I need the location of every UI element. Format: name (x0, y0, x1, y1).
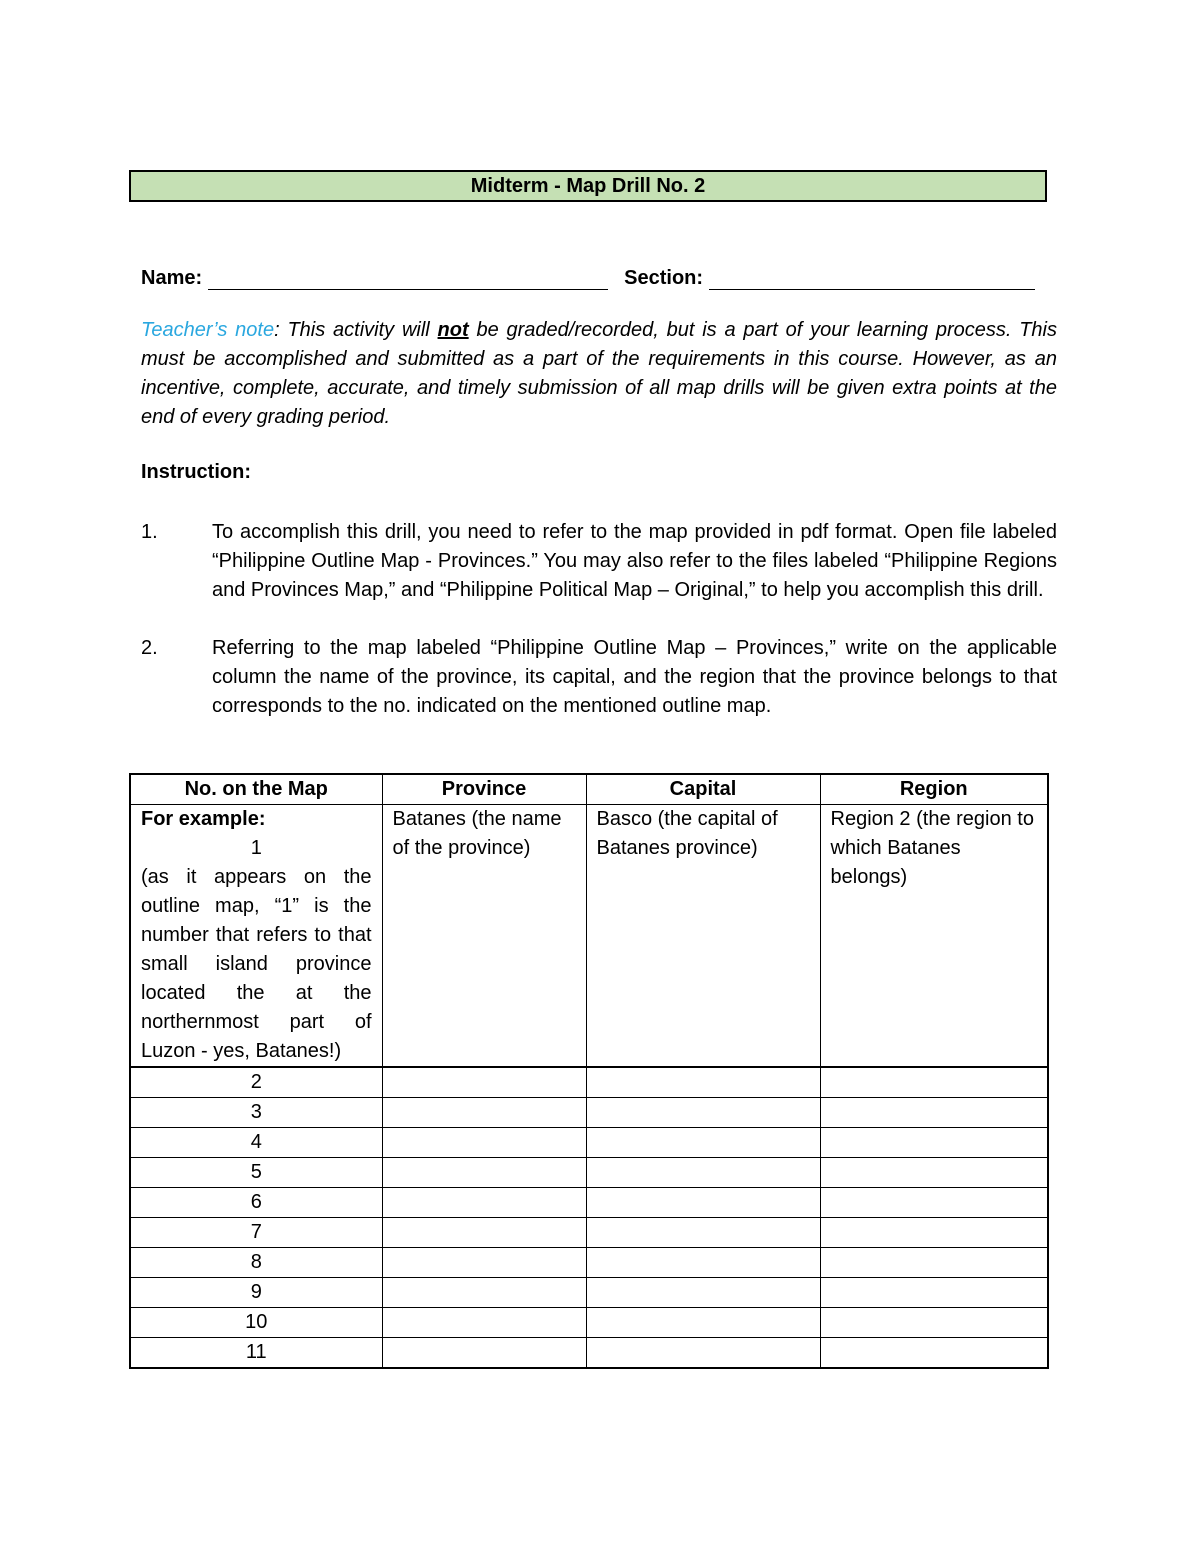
province-answer-cell[interactable] (382, 1067, 586, 1098)
example-number-cell (130, 805, 382, 1068)
province-answer-cell[interactable] (382, 1248, 586, 1278)
map-drill-table (129, 773, 1049, 1369)
row-number: 3 (130, 1098, 382, 1128)
instruction-item (141, 634, 1057, 721)
example-province: Batanes (the name of the province) (382, 805, 586, 1068)
name-label: Name: (141, 267, 203, 289)
region-answer-cell[interactable] (820, 1067, 1048, 1098)
region-answer-cell[interactable] (820, 1338, 1048, 1369)
table-row (130, 1158, 1048, 1188)
province-answer-cell[interactable] (382, 1128, 586, 1158)
student-info-line (141, 258, 1041, 290)
row-number: 4 (130, 1128, 382, 1158)
province-answer-cell[interactable] (382, 1188, 586, 1218)
section-blank-field[interactable] (709, 267, 1035, 290)
capital-answer-cell[interactable] (586, 1067, 820, 1098)
province-answer-cell[interactable] (382, 1218, 586, 1248)
region-answer-cell[interactable] (820, 1158, 1048, 1188)
region-answer-cell[interactable] (820, 1098, 1048, 1128)
table-row (130, 1067, 1048, 1098)
example-description: (as it appears on the outline map, “1” is the number that refers to that small island province located the at the northernmost part of Luzon - yes, Batanes!) (141, 866, 372, 1062)
province-answer-cell[interactable] (382, 1278, 586, 1308)
table-row (130, 1098, 1048, 1128)
capital-answer-cell[interactable] (586, 1308, 820, 1338)
region-answer-cell[interactable] (820, 1188, 1048, 1218)
teachers-note-lead: Teacher’s note (141, 319, 275, 341)
region-answer-cell[interactable] (820, 1308, 1048, 1338)
capital-answer-cell[interactable] (586, 1158, 820, 1188)
capital-answer-cell[interactable] (586, 1098, 820, 1128)
row-number: 2 (130, 1067, 382, 1098)
province-answer-cell[interactable] (382, 1308, 586, 1338)
table-row (130, 1308, 1048, 1338)
example-capital: Basco (the capital of Batanes province) (586, 805, 820, 1068)
name-blank-field[interactable] (208, 267, 608, 290)
row-number: 7 (130, 1218, 382, 1248)
row-number: 8 (130, 1248, 382, 1278)
drill-rows (130, 1067, 1048, 1368)
province-answer-cell[interactable] (382, 1338, 586, 1369)
header-province: Province (382, 774, 586, 805)
table-row (130, 1128, 1048, 1158)
province-answer-cell[interactable] (382, 1158, 586, 1188)
capital-answer-cell[interactable] (586, 1338, 820, 1369)
instruction-text: To accomplish this drill, you need to refer to the map provided in pdf format. Open file labeled “Philippine Outline Map - Provinces.” You may also refer to the files labeled “Philippine Regions and Provinces Map,” and “Philippine Political Map – Original,” to help you accomplish this drill. (212, 521, 1057, 601)
table-row (130, 1248, 1048, 1278)
row-number: 10 (130, 1308, 382, 1338)
example-label: For example: (141, 808, 266, 830)
instruction-number: 2. (141, 637, 158, 659)
table-row (130, 1218, 1048, 1248)
teachers-note-text-1: : This activity will (274, 319, 438, 341)
instruction-heading: Instruction: (141, 461, 251, 483)
table-row (130, 1188, 1048, 1218)
capital-answer-cell[interactable] (586, 1218, 820, 1248)
row-number: 5 (130, 1158, 382, 1188)
table-row (130, 1338, 1048, 1369)
table-header-row (130, 774, 1048, 805)
region-answer-cell[interactable] (820, 1128, 1048, 1158)
example-number: 1 (250, 837, 262, 859)
page-title: Midterm - Map Drill No. 2 (129, 170, 1047, 202)
section-label: Section: (624, 267, 704, 289)
header-region: Region (820, 774, 1048, 805)
capital-answer-cell[interactable] (586, 1188, 820, 1218)
row-number: 9 (130, 1278, 382, 1308)
header-no-on-map: No. on the Map (130, 774, 382, 805)
capital-answer-cell[interactable] (586, 1128, 820, 1158)
region-answer-cell[interactable] (820, 1218, 1048, 1248)
example-region: Region 2 (the region to which Batanes belongs) (820, 805, 1048, 1068)
row-number: 11 (130, 1338, 382, 1369)
instruction-list (141, 518, 1057, 750)
row-number: 6 (130, 1188, 382, 1218)
header-capital: Capital (586, 774, 820, 805)
province-answer-cell[interactable] (382, 1098, 586, 1128)
instruction-number: 1. (141, 521, 158, 543)
teachers-note (141, 316, 1057, 432)
instruction-item (141, 518, 1057, 605)
capital-answer-cell[interactable] (586, 1278, 820, 1308)
region-answer-cell[interactable] (820, 1248, 1048, 1278)
instruction-text: Referring to the map labeled “Philippine Outline Map – Provinces,” write on the applicable column the name of the province, its capital, and the region that the province belongs to that corresponds to the no. indicated on the mentioned outline map. (212, 637, 1057, 717)
capital-answer-cell[interactable] (586, 1248, 820, 1278)
table-row (130, 1278, 1048, 1308)
region-answer-cell[interactable] (820, 1278, 1048, 1308)
teachers-note-text-2: be graded/recorded, but is a part of your learning process. This must be accomplished and submitted as a part of the requirements in this course. However, as an incentive, complete, accurate, and timely submission of all map drills will be given extra points at the end of every grading period. (141, 319, 1057, 428)
teachers-note-emphasis: not (437, 319, 469, 341)
example-row (130, 805, 1048, 1068)
